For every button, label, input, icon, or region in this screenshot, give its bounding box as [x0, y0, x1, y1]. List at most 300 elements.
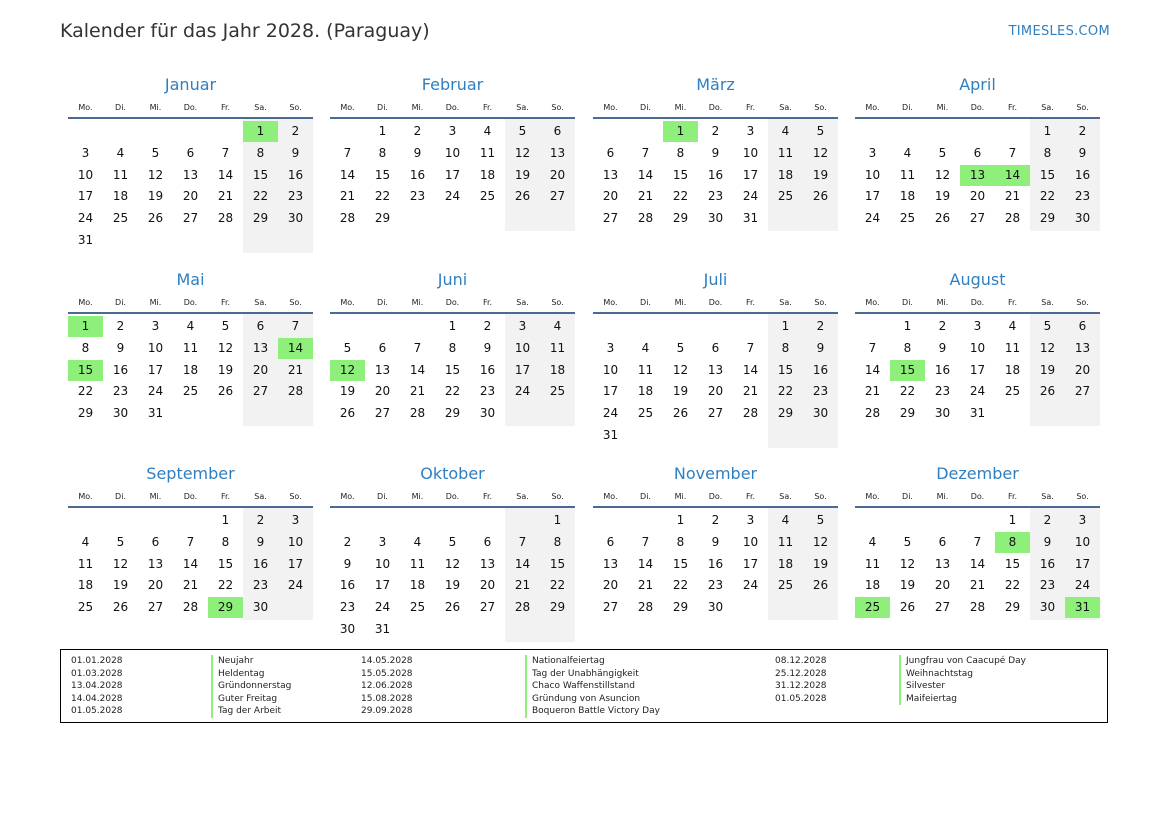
day-cell: 16 [1039, 556, 1056, 571]
weekday-label: Mo. [78, 298, 93, 307]
day-cell: 11 [77, 556, 94, 571]
weekday-label: Di. [115, 298, 126, 307]
day-cell: 12 [1039, 340, 1056, 355]
day-cell: 13 [374, 362, 391, 377]
weekday-label: Do. [708, 298, 723, 307]
day-cell: 18 [112, 189, 129, 204]
day-cell: 30 [287, 211, 304, 226]
day-cell: 5 [1043, 319, 1052, 333]
day-cell: 8 [81, 340, 90, 355]
weekday-label: Di. [115, 492, 126, 501]
day-cell: 24 [514, 384, 531, 399]
day-cell: 4 [781, 513, 790, 527]
day-cell: 2 [413, 124, 422, 138]
day-cell: 24 [864, 211, 881, 226]
weekday-label: Fr. [482, 298, 493, 307]
weekday-label: Di. [902, 492, 913, 501]
day-cell: 23 [812, 384, 829, 399]
weekday-label: Mo. [340, 103, 355, 112]
month-name: Juli [703, 270, 728, 289]
day-cell: 10 [77, 167, 94, 182]
weekday-label: Fr. [1007, 103, 1018, 112]
day-cell: 21 [182, 578, 199, 593]
day-cell: 8 [221, 534, 230, 549]
day-cell: 27 [969, 211, 986, 226]
day-cell: 12 [812, 145, 829, 160]
day-cell: 7 [221, 145, 230, 160]
weekday-label: Di. [902, 103, 913, 112]
holiday-name: Gründung von Asuncion [525, 693, 640, 706]
day-cell: 4 [81, 534, 90, 549]
weekday-label: So. [814, 492, 827, 501]
weekday-label: Mo. [603, 492, 618, 501]
day-cell: 18 [899, 189, 916, 204]
day-cell: 6 [151, 534, 160, 549]
day-cell: 24 [602, 406, 619, 421]
weekday-label: So. [1076, 103, 1089, 112]
weekday-label: Do. [970, 103, 985, 112]
day-cell: 20 [602, 189, 619, 204]
day-cell: 7 [641, 534, 650, 549]
day-cell: 27 [147, 600, 164, 615]
day-cell: 7 [1008, 145, 1017, 160]
day-cell: 6 [973, 145, 982, 160]
day-cell: 2 [711, 513, 720, 527]
weekday-label: Do. [445, 492, 460, 501]
holiday-date: 14.04.2028 [71, 693, 123, 704]
day-cell: 22 [252, 189, 269, 204]
day-cell: 20 [707, 384, 724, 399]
day-cell: 25 [77, 600, 94, 615]
day-cell: 30 [707, 600, 724, 615]
day-cell: 16 [287, 167, 304, 182]
day-cell: 11 [479, 145, 496, 160]
day-cell: 9 [256, 534, 265, 549]
day-cell: 4 [413, 534, 422, 549]
day-cell: 11 [777, 145, 794, 160]
day-cell: 12 [514, 145, 531, 160]
day-cell: 10 [374, 556, 391, 571]
day-cell: 6 [1078, 319, 1087, 333]
day-cell: 30 [934, 406, 951, 421]
day-cell: 14 [864, 362, 881, 377]
day-cell: 14 [409, 362, 426, 377]
day-cell: 2 [1043, 513, 1052, 527]
day-cell: 16 [707, 556, 724, 571]
day-cell: 4 [1008, 319, 1017, 333]
day-cell: 10 [864, 167, 881, 182]
day-cell: 31 [147, 406, 164, 421]
header-rule [593, 312, 838, 314]
month-name: Februar [421, 75, 484, 94]
day-cell: 6 [938, 534, 947, 549]
day-cell: 7 [291, 319, 300, 333]
day-cell: 24 [1074, 578, 1091, 593]
month-name: Oktober [420, 464, 485, 483]
holiday-date: 15.08.2028 [361, 693, 413, 704]
day-cell: 26 [1039, 384, 1056, 399]
weekday-label: Mi. [149, 298, 162, 307]
day-cell: 1 [448, 319, 457, 333]
day-cell: 21 [864, 384, 881, 399]
weekday-label: Mi. [936, 298, 949, 307]
weekday-label: Mo. [865, 492, 880, 501]
weekday-label: Sa. [1041, 103, 1054, 112]
weekday-label: Fr. [220, 103, 231, 112]
day-cell: 21 [287, 362, 304, 377]
day-cell: 31 [77, 233, 94, 247]
day-cell: 11 [1004, 340, 1021, 355]
weekday-label: Mo. [340, 298, 355, 307]
day-cell: 5 [816, 513, 825, 527]
weekday-label: Sa. [779, 298, 792, 307]
day-cell: 5 [448, 534, 457, 549]
day-cell: 15 [444, 362, 461, 377]
day-cell: 10 [1074, 534, 1091, 549]
day-cell: 24 [374, 600, 391, 615]
day-cell: 16 [112, 362, 129, 377]
weekday-label: Sa. [516, 298, 529, 307]
day-cell: 1 [781, 319, 790, 333]
day-cell: 29 [1039, 211, 1056, 226]
day-cell: 3 [606, 340, 615, 355]
day-cell: 10 [602, 362, 619, 377]
day-cell: 18 [777, 167, 794, 182]
day-cell: 25 [899, 211, 916, 226]
day-cell: 1 [553, 513, 562, 527]
day-cell: 26 [812, 578, 829, 593]
day-cell: 4 [781, 124, 790, 138]
month-name: Januar [164, 75, 217, 94]
day-cell: 19 [514, 167, 531, 182]
holiday-date: 29.09.2028 [361, 706, 413, 717]
day-cell: 28 [742, 406, 759, 421]
day-cell: 15 [252, 167, 269, 182]
day-cell: 2 [291, 124, 300, 138]
day-cell: 28 [637, 211, 654, 226]
day-cell: 24 [742, 189, 759, 204]
month-name: Mai [176, 270, 205, 289]
weekday-label: Mi. [674, 298, 687, 307]
weekday-label: So. [289, 103, 302, 112]
day-cell: 17 [602, 384, 619, 399]
day-cell: 27 [1074, 384, 1091, 399]
weekday-label: Sa. [779, 492, 792, 501]
weekday-label: Sa. [1041, 492, 1054, 501]
holiday-name: Maifeiertag [899, 693, 957, 706]
weekday-label: Do. [970, 298, 985, 307]
weekday-label: Mo. [603, 103, 618, 112]
day-cell: 26 [339, 406, 356, 421]
day-cell: 30 [1039, 600, 1056, 615]
day-cell: 26 [934, 211, 951, 226]
header-rule [68, 506, 313, 508]
day-cell: 11 [182, 340, 199, 355]
day-cell: 14 [514, 556, 531, 571]
day-cell: 15 [549, 556, 566, 571]
header-rule [855, 117, 1100, 119]
weekday-label: Do. [183, 103, 198, 112]
holiday-cell: 8 [995, 532, 1030, 553]
weekday-label: Mo. [78, 492, 93, 501]
holiday-cell: 1 [68, 316, 103, 337]
day-cell: 9 [938, 340, 947, 355]
day-cell: 13 [707, 362, 724, 377]
day-cell: 7 [973, 534, 982, 549]
day-cell: 1 [221, 513, 230, 527]
holiday-name: Boqueron Battle Victory Day [525, 705, 660, 718]
day-cell: 6 [606, 145, 615, 160]
day-cell: 15 [217, 556, 234, 571]
day-cell: 22 [549, 578, 566, 593]
day-cell: 28 [339, 211, 356, 226]
day-cell: 12 [112, 556, 129, 571]
day-cell: 10 [444, 145, 461, 160]
day-cell: 20 [252, 362, 269, 377]
day-cell: 29 [252, 211, 269, 226]
day-cell: 21 [637, 578, 654, 593]
day-cell: 8 [903, 340, 912, 355]
day-cell: 24 [742, 578, 759, 593]
day-cell: 29 [444, 406, 461, 421]
day-cell: 19 [812, 556, 829, 571]
weekday-label: So. [551, 492, 564, 501]
day-cell: 6 [553, 124, 562, 138]
day-cell: 20 [479, 578, 496, 593]
header-rule [330, 506, 575, 508]
day-cell: 5 [221, 319, 230, 333]
day-cell: 22 [672, 578, 689, 593]
weekday-label: Mo. [340, 492, 355, 501]
weekday-label: Fr. [1007, 492, 1018, 501]
day-cell: 12 [672, 362, 689, 377]
weekday-label: Fr. [745, 492, 756, 501]
day-cell: 28 [637, 600, 654, 615]
day-cell: 8 [553, 534, 562, 549]
day-cell: 23 [707, 189, 724, 204]
holiday-date: 25.12.2028 [775, 668, 827, 679]
month-1 [68, 75, 313, 275]
weekday-label: Di. [640, 298, 651, 307]
weekday-label: Mi. [411, 103, 424, 112]
day-cell: 9 [483, 340, 492, 355]
day-cell: 27 [934, 600, 951, 615]
day-cell: 16 [812, 362, 829, 377]
day-cell: 20 [182, 189, 199, 204]
day-cell: 12 [147, 167, 164, 182]
day-cell: 6 [711, 340, 720, 355]
day-cell: 1 [903, 319, 912, 333]
day-cell: 29 [549, 600, 566, 615]
month-5 [68, 270, 313, 470]
weekday-label: So. [551, 298, 564, 307]
brand-link[interactable]: TIMESLES.COM [1008, 24, 1110, 39]
day-cell: 24 [77, 211, 94, 226]
day-cell: 25 [112, 211, 129, 226]
weekday-label: Di. [640, 103, 651, 112]
day-cell: 13 [479, 556, 496, 571]
weekday-label: Mi. [411, 298, 424, 307]
day-cell: 1 [378, 124, 387, 138]
day-cell: 28 [1004, 211, 1021, 226]
day-cell: 11 [409, 556, 426, 571]
day-cell: 31 [602, 428, 619, 442]
day-cell: 19 [672, 384, 689, 399]
day-cell: 22 [1004, 578, 1021, 593]
day-cell: 14 [637, 167, 654, 182]
month-8 [855, 270, 1100, 470]
day-cell: 23 [1039, 578, 1056, 593]
day-cell: 25 [637, 406, 654, 421]
day-cell: 13 [182, 167, 199, 182]
weekday-label: So. [1076, 298, 1089, 307]
weekday-label: Mo. [865, 103, 880, 112]
holiday-name: Silvester [899, 680, 945, 693]
day-cell: 13 [147, 556, 164, 571]
day-cell: 22 [77, 384, 94, 399]
weekday-label: Sa. [516, 492, 529, 501]
weekday-label: Sa. [254, 492, 267, 501]
weekday-label: Do. [445, 103, 460, 112]
day-cell: 19 [1039, 362, 1056, 377]
day-cell: 6 [606, 534, 615, 549]
day-cell: 8 [781, 340, 790, 355]
holiday-date: 08.12.2028 [775, 656, 827, 666]
day-cell: 26 [217, 384, 234, 399]
holiday-name: Heldentag [211, 668, 265, 681]
day-cell: 15 [672, 167, 689, 182]
holiday-name: Nationalfeiertag [525, 655, 605, 668]
day-cell: 17 [742, 167, 759, 182]
holiday-date: 12.06.2028 [361, 681, 413, 692]
day-cell: 14 [637, 556, 654, 571]
day-cell: 10 [514, 340, 531, 355]
day-cell: 5 [518, 124, 527, 138]
day-cell: 7 [641, 145, 650, 160]
day-cell: 19 [899, 578, 916, 593]
month-9 [68, 464, 313, 664]
holiday-name: Tag der Unabhängigkeit [525, 668, 639, 681]
day-cell: 17 [147, 362, 164, 377]
month-4 [855, 75, 1100, 275]
day-cell: 30 [707, 211, 724, 226]
day-cell: 13 [602, 556, 619, 571]
day-cell: 4 [483, 124, 492, 138]
day-cell: 16 [707, 167, 724, 182]
day-cell: 14 [182, 556, 199, 571]
holiday-name: Gründonnerstag [211, 680, 291, 693]
weekday-label: Fr. [482, 103, 493, 112]
day-cell: 15 [777, 362, 794, 377]
day-cell: 2 [711, 124, 720, 138]
day-cell: 20 [1074, 362, 1091, 377]
day-cell: 4 [116, 145, 125, 160]
day-cell: 15 [374, 167, 391, 182]
day-cell: 6 [378, 340, 387, 355]
weekday-label: Mo. [865, 298, 880, 307]
day-cell: 27 [182, 211, 199, 226]
day-cell: 25 [777, 189, 794, 204]
day-cell: 18 [864, 578, 881, 593]
weekday-label: Mi. [149, 492, 162, 501]
day-cell: 5 [938, 145, 947, 160]
day-cell: 12 [217, 340, 234, 355]
holiday-cell: 15 [68, 360, 103, 381]
holiday-name: Tag der Arbeit [211, 705, 281, 718]
day-cell: 30 [479, 406, 496, 421]
day-cell: 23 [339, 600, 356, 615]
header-rule [68, 117, 313, 119]
weekday-label: Do. [970, 492, 985, 501]
weekday-label: Mi. [674, 492, 687, 501]
month-name: Dezember [936, 464, 1019, 483]
day-cell: 1 [676, 513, 685, 527]
day-cell: 19 [812, 167, 829, 182]
day-cell: 25 [549, 384, 566, 399]
weekday-label: Sa. [779, 103, 792, 112]
day-cell: 8 [1043, 145, 1052, 160]
holiday-date: 01.05.2028 [775, 693, 827, 704]
weekday-label: Di. [640, 492, 651, 501]
day-cell: 2 [816, 319, 825, 333]
day-cell: 9 [116, 340, 125, 355]
day-cell: 21 [339, 189, 356, 204]
day-cell: 29 [899, 406, 916, 421]
day-cell: 5 [676, 340, 685, 355]
day-cell: 7 [518, 534, 527, 549]
day-cell: 3 [746, 124, 755, 138]
day-cell: 26 [147, 211, 164, 226]
month-10 [330, 464, 575, 664]
day-cell: 27 [252, 384, 269, 399]
holiday-cell: 14 [278, 338, 313, 359]
day-cell: 22 [672, 189, 689, 204]
day-cell: 27 [479, 600, 496, 615]
day-cell: 27 [602, 600, 619, 615]
day-cell: 22 [217, 578, 234, 593]
day-cell: 31 [742, 211, 759, 226]
weekday-label: So. [551, 103, 564, 112]
day-cell: 21 [742, 384, 759, 399]
day-cell: 20 [374, 384, 391, 399]
header-rule [330, 117, 575, 119]
day-cell: 8 [378, 145, 387, 160]
day-cell: 30 [812, 406, 829, 421]
day-cell: 4 [868, 534, 877, 549]
day-cell: 14 [969, 556, 986, 571]
day-cell: 10 [742, 534, 759, 549]
holiday-cell: 13 [960, 165, 995, 186]
day-cell: 23 [287, 189, 304, 204]
day-cell: 17 [864, 189, 881, 204]
day-cell: 31 [969, 406, 986, 421]
day-cell: 20 [602, 578, 619, 593]
weekday-label: So. [814, 103, 827, 112]
weekday-label: Di. [377, 103, 388, 112]
day-cell: 14 [742, 362, 759, 377]
day-cell: 26 [899, 600, 916, 615]
day-cell: 4 [903, 145, 912, 160]
day-cell: 26 [514, 189, 531, 204]
holiday-name: Neujahr [211, 655, 253, 668]
day-cell: 15 [1004, 556, 1021, 571]
day-cell: 6 [483, 534, 492, 549]
holiday-cell: 12 [330, 360, 365, 381]
weekday-label: Di. [377, 298, 388, 307]
day-cell: 20 [934, 578, 951, 593]
day-cell: 12 [934, 167, 951, 182]
day-cell: 10 [742, 145, 759, 160]
